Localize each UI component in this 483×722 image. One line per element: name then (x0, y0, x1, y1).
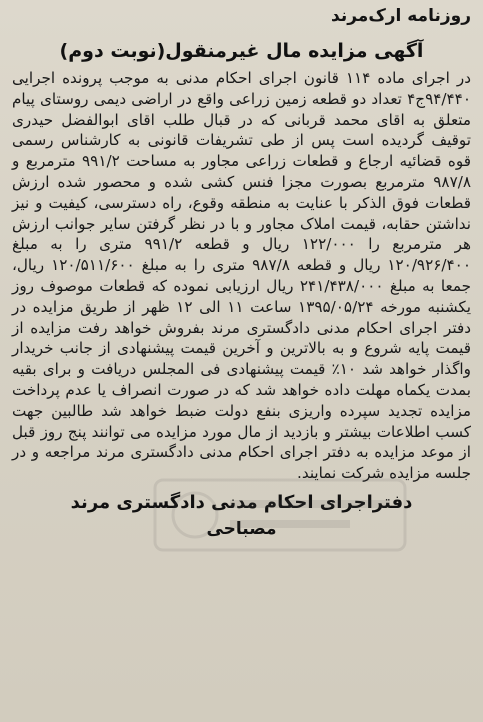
signature-name: مصباحی (206, 518, 277, 539)
signature-office: دفتراجرای احکام مدنی دادگستری مرند (70, 491, 413, 513)
notice-title: آگهی مزایده مال غیرمنقول(نوبت دوم) (59, 40, 424, 62)
notice-body: در اجرای ماده ۱۱۴ قانون اجرای احکام مدنی به موجب پرونده اجرایی ۹۴/۴۴۰ج۴ تعداد دو قطعه زمین زراعی واقع در اراضی دیمی روستای پیام متعلق به اقای محمد قربانی که در قبال طلب اقای ابوالفضل حیدری توقیف گردیده است پس از طی تشریفات قانونی به کارشناس رسمی قوه قضائیه ارجاع و قطعات زراعی مجاور به مساحت ۹۹۱/۲ مترمربع و ۹۸۷/۸ مترمربع بصورت مجزا فنس کشی شده و محصور شده ارزش قطعات فوق الذکر با عنایت به منطقه وقوع، راه دسترسی، کیفیت و نیز نداشتن حقابه، قیمت املاک مجاور و با در نظر گرفتن سایر جوانب ارزش هر مترمربع را ۱۲۲/۰۰۰ ریال و قطعه ۹۹۱/۲ متری را به مبلغ ۱۲۰/۹۲۶/۴۰۰ ریال و قطعه ۹۸۷/۸ متری را به مبلغ ۱۲۰/۵۱۱/۶۰۰ ریال، جمعا به مبلغ ۲۴۱/۴۳۸/۰۰۰ ریال ارزیابی نموده که قطعات موصوف روز یکشنبه مورخه ۱۳۹۵/۰۵/۲۴ ساعت ۱۱ الی ۱۲ ظهر از طریق مزایده در دفتر اجرای احکام مدنی دادگستری مرند بفروش خواهد رفت مزایده از قیمت پایه شروع و به بالاترین و آخرین قیمت پیشنهادی از جانب خریدار واگذار خواهد شد ۱۰٪ قیمت پیشنهادی فی المجلس دریافت و برای بقیه بمدت یکماه مهلت داده خواهد شد که در صورت انصراف یا عدم پرداخت مزایده تجدید سپرده واریزی بنفع دولت ضبط خواهد شد طالبین جهت کسب اطلاعات بیشتر و بازدید از مال مورد مزایده می توانند پنج روز قبل از موعد مزایده به دفتر اجرای احکام مدنی دادگستری مرند مراجعه و در جلسه مزایده شرکت نمایند. (12, 69, 472, 483)
newspaper-header (10, 6, 473, 36)
newspaper-name: روزنامه ارک (368, 6, 471, 26)
city-name: مرند (331, 6, 369, 26)
